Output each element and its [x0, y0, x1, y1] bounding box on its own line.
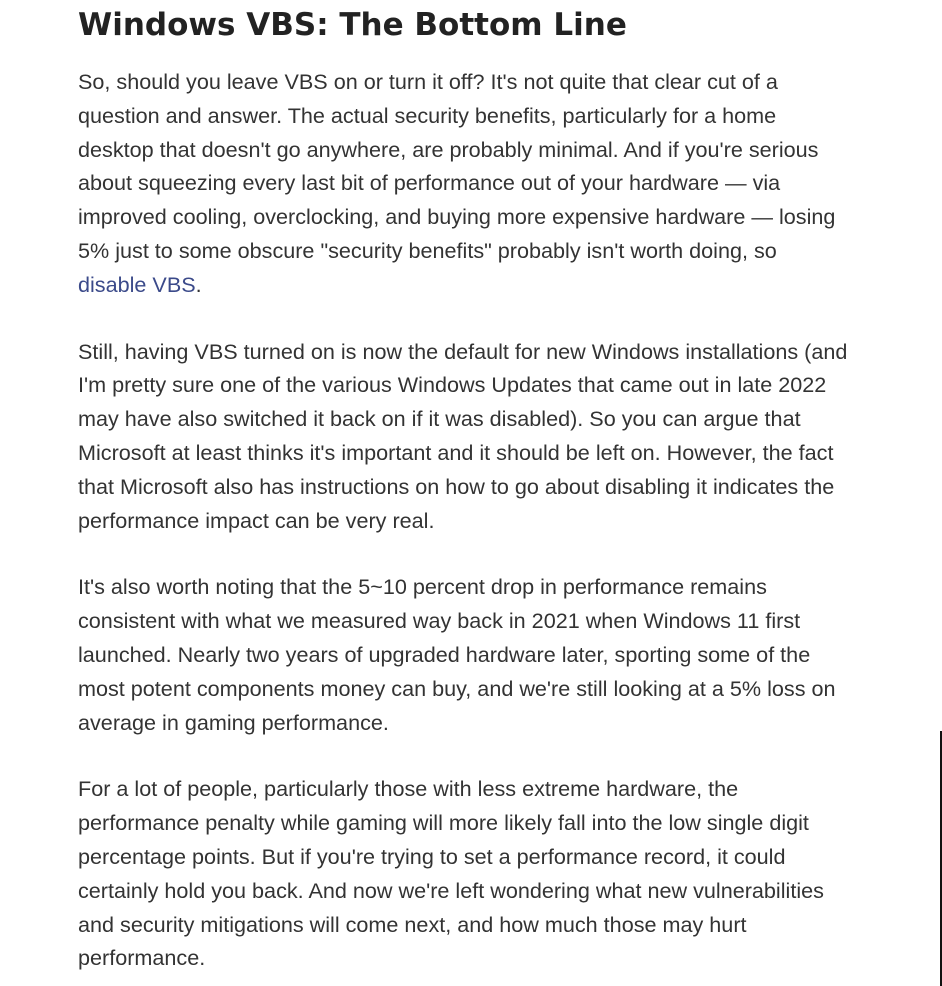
paragraph-line: performance impact can be very real. [78, 507, 435, 533]
paragraph-line: Microsoft at least thinks it's important and it should be left on. However, the fact [78, 439, 834, 465]
paragraph-line: For a lot of people, particularly those with less extreme hardware, the [78, 776, 739, 802]
paragraph-line: 5% just to some obscure "security benefits" probably isn't worth doing, so [78, 237, 777, 263]
paragraph-line: average in gaming performance. [78, 709, 389, 735]
article [78, 0, 928, 975]
paragraph-line: performance penalty while gaming will more likely fall into the low single digit [78, 810, 809, 836]
paragraph-line: It's also worth noting that the 5~10 percent drop in performance remains [78, 574, 767, 600]
paragraph-line: certainly hold you back. And now we're left wondering what new vulnerabilities [78, 877, 824, 903]
paragraph-2 [78, 335, 928, 538]
paragraph-3 [78, 570, 928, 739]
paragraph-line: launched. Nearly two years of upgraded hardware later, sporting some of the [78, 641, 811, 667]
paragraph-line: that Microsoft also has instructions on how to go about disabling it indicates the [78, 473, 835, 499]
paragraph-line: question and answer. The actual security benefits, particularly for a home [78, 102, 777, 128]
article-heading: Windows VBS: The Bottom Line [78, 7, 627, 43]
paragraph-line: consistent with what we measured way back in 2021 when Windows 11 first [78, 608, 801, 634]
paragraph-line: I'm pretty sure one of the various Windows Updates that came out in late 2022 [78, 372, 827, 398]
paragraph-line: performance. [78, 945, 206, 971]
paragraph-line: percentage points. But if you're trying to set a performance record, it could [78, 843, 786, 869]
paragraph-line: most potent components money can buy, and we're still looking at a 5% loss on [78, 675, 836, 701]
paragraph-line: about squeezing every last bit of performance out of your hardware — via [78, 170, 781, 196]
paragraph-line: and security mitigations will come next, and how much those may hurt [78, 911, 747, 937]
paragraph-4 [78, 772, 928, 975]
paragraph-line: Still, having VBS turned on is now the default for new Windows installations (and [78, 338, 848, 364]
paragraph-line: may have also switched it back on if it was disabled). So you can argue that [78, 406, 801, 432]
paragraph-1 [78, 65, 928, 302]
disable-vbs-link[interactable]: disable VBS [78, 271, 196, 297]
paragraph-line: desktop that doesn't go anywhere, are probably minimal. And if you're serious [78, 136, 819, 162]
paragraph-line: improved cooling, overclocking, and buying more expensive hardware — losing [78, 204, 836, 230]
paragraph-line: So, should you leave VBS on or turn it off? It's not quite that clear cut of a [78, 69, 778, 94]
paragraph-line-with-link [78, 268, 928, 302]
link-trailing-punctuation: . [195, 271, 202, 297]
